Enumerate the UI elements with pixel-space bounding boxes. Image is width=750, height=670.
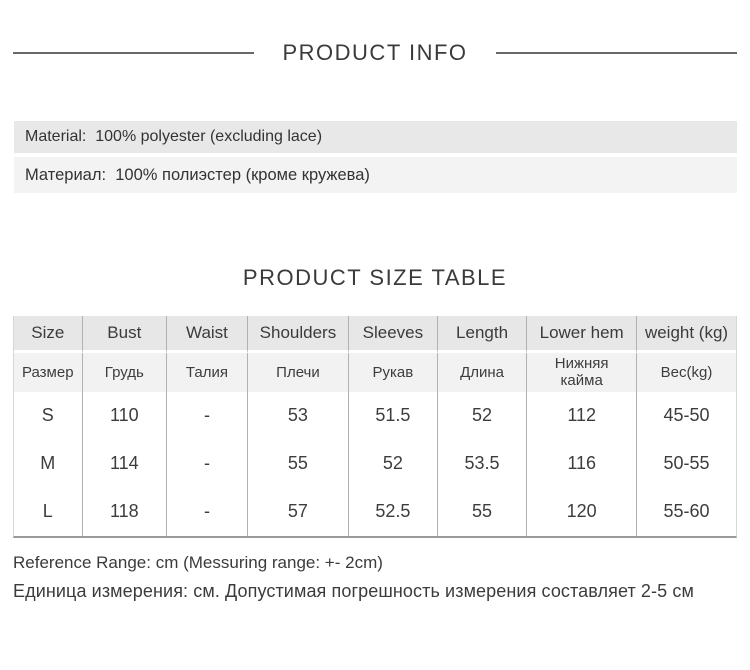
cell-m-size: M: [14, 440, 83, 488]
cell-m-waist: -: [167, 440, 248, 488]
header-en-size: Size: [14, 316, 83, 353]
product-size-table-title: PRODUCT SIZE TABLE: [242, 265, 508, 290]
cell-l-lower-hem: 120: [527, 488, 637, 536]
material-row-en: Material: 100% polyester (excluding lace): [14, 121, 737, 153]
cell-s-sleeves: 51.5: [349, 392, 438, 440]
table-row-l: [14, 488, 736, 536]
cell-l-sleeves: 52.5: [349, 488, 438, 536]
header-en-weight: weight (kg): [637, 316, 736, 353]
cell-l-size: L: [14, 488, 83, 536]
cell-s-shoulders: 53: [248, 392, 349, 440]
header-ru-sleeves: Рукав: [349, 353, 438, 392]
header-en-bust: Bust: [83, 316, 167, 353]
size-table-section: [13, 316, 737, 538]
cell-m-length: 53.5: [438, 440, 528, 488]
cell-s-waist: -: [167, 392, 248, 440]
header-en-shoulders: Shoulders: [248, 316, 349, 353]
heading-rule-right: [496, 52, 737, 54]
header-row-en: [14, 316, 736, 353]
cell-m-weight: 50-55: [637, 440, 736, 488]
header-en-waist: Waist: [167, 316, 248, 353]
product-info-title: PRODUCT INFO: [282, 40, 468, 65]
header-ru-lower-hem: Нижняя кайма: [527, 353, 637, 392]
material-row-ru: Материал: 100% полиэстер (кроме кружева): [14, 157, 737, 193]
material-section: [14, 121, 737, 193]
header-ru-shoulders: Плечи: [248, 353, 349, 392]
cell-l-weight: 55-60: [637, 488, 736, 536]
cell-m-bust: 114: [83, 440, 167, 488]
product-description-page: [0, 40, 750, 670]
table-row-s: [14, 392, 736, 440]
header-ru-bust: Грудь: [83, 353, 167, 392]
header-row-ru: [14, 353, 736, 392]
cell-s-lower-hem: 112: [527, 392, 637, 440]
cell-s-bust: 110: [83, 392, 167, 440]
header-ru-size: Размер: [14, 353, 83, 392]
header-ru-waist: Талия: [167, 353, 248, 392]
cell-s-size: S: [14, 392, 83, 440]
cell-s-weight: 45-50: [637, 392, 736, 440]
reference-range-note-en: Reference Range: cm (Messuring range: +- 2cm): [13, 552, 383, 572]
header-en-length: Length: [438, 316, 528, 353]
cell-l-shoulders: 57: [248, 488, 349, 536]
product-size-table-heading: [13, 265, 737, 291]
table-row-m: [14, 440, 736, 488]
header-en-lower-hem: Lower hem: [527, 316, 637, 353]
cell-s-length: 52: [438, 392, 528, 440]
size-table: [13, 316, 737, 538]
product-info-heading: [13, 40, 737, 66]
reference-range-note-ru: Единица измерения: см. Допустимая погрешность измерения составляет 2-5 см: [13, 580, 694, 601]
cell-l-waist: -: [167, 488, 248, 536]
header-ru-weight: Вес(kg): [637, 353, 736, 392]
header-ru-length: Длина: [438, 353, 528, 392]
heading-rule-left: [13, 52, 254, 54]
cell-l-bust: 118: [83, 488, 167, 536]
footnotes-section: [13, 552, 737, 603]
cell-m-lower-hem: 116: [527, 440, 637, 488]
cell-m-sleeves: 52: [349, 440, 438, 488]
cell-m-shoulders: 55: [248, 440, 349, 488]
cell-l-length: 55: [438, 488, 528, 536]
header-en-sleeves: Sleeves: [349, 316, 438, 353]
